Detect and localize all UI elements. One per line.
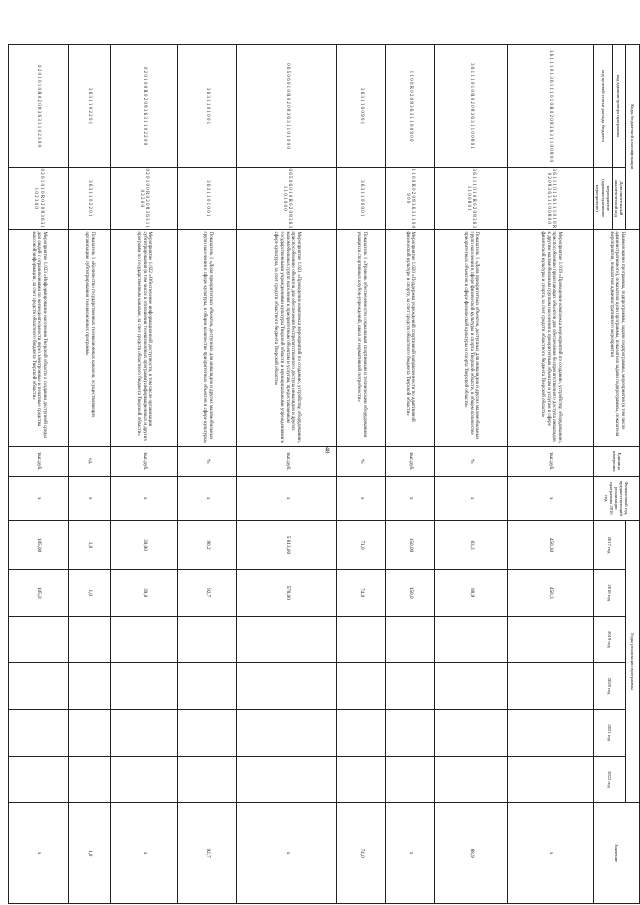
year-2019-cell	[434, 616, 507, 663]
year-2022-cell	[111, 756, 178, 803]
year-2021-cell	[111, 709, 178, 756]
table-row	[507, 45, 593, 904]
year-2017-cell: 83,3	[434, 521, 507, 570]
financial-year-cell: х	[507, 476, 593, 521]
years-header: Годы реализации программы	[626, 521, 640, 803]
financial-year-cell: х	[434, 476, 507, 521]
total-cell: х	[385, 803, 434, 904]
year-2021-cell	[434, 709, 507, 756]
year-2019-cell	[177, 616, 237, 663]
year-2017-cell: 450,30	[507, 521, 593, 570]
financial-year-cell: х	[9, 476, 69, 521]
year-2019-cell	[111, 616, 178, 663]
budget-code-cell: 3 6 1 1 1 0 1 3 6 1 1 1 0 1 0 R 0 2 0 8 3 6 3 1 1 0 0 8 0 0	[507, 45, 593, 168]
year-2018-cell: 1,0	[68, 569, 110, 616]
measure-type-header: мероприятие (административное мероприятие)	[594, 168, 612, 230]
unit-cell: ед.	[68, 446, 110, 476]
year-2018-cell: 88,9	[434, 569, 507, 616]
description-cell: Мероприятие 1.020 «Поддержка учреждений спортивной направленности по адаптивной физической культуре и спорту, за счет средств областного бюджета Тверской области»	[385, 229, 434, 446]
year-2021-cell	[237, 709, 337, 756]
unit-cell: тыс.руб.	[111, 446, 178, 476]
additional-code-cell: 0 2 0 1 0 1 0 R 0 2 0 8 3 6 3 1 1 0 2 3 0 0	[9, 168, 69, 230]
total-header: Значение	[594, 803, 640, 904]
unit-cell: %	[434, 446, 507, 476]
description-cell: Мероприятие 1.022 «Обеспечение информационной доступности, в том числе организация субтитрирования (в том числе в отношении телевизионных программ) информационных и других программ по государственным каналам, за счет средств областного бюджета Тверской области»	[111, 229, 178, 446]
financial-year-cell: х	[177, 476, 237, 521]
year-2020-cell	[9, 663, 69, 710]
year-2020-header: 2020 год	[594, 663, 626, 710]
additional-code-cell: 3 6 3 1 1 0 0 9 0 1	[337, 168, 386, 230]
budget-code-cell: 3 6 3 1 1 0 0 9 0 1	[337, 45, 386, 168]
description-cell: Показатель 1 «Уровень обеспеченности социальным спортивным и техническим оборудованием учащихся спортивных клубов-учреждений, школ от нормативной потребности»	[337, 229, 386, 446]
year-2022-cell	[507, 756, 593, 803]
table-row	[177, 45, 237, 904]
table-row	[385, 45, 434, 904]
year-2018-cell: 450,3	[507, 569, 593, 616]
description-cell: Мероприятие 1.019 «Проведение комплекса мероприятий по созданию, устройству, оборудованию, приспособлению прилегающих объектов для обеспечения беспрепятственного доступа инвалидов к другим маломобильным группам населения к приоритетным объектам и услугам в сфере физической культуры и спорта, за счет средств областного бюджета Тверской области»	[507, 229, 593, 446]
table-row	[237, 45, 337, 904]
budget-code-cell: 3 6 1 1 1 0 1 0 R 0 2 0 8 3 6 3 1 1 0 0 8 0 1	[434, 45, 507, 168]
year-2018-cell: 105,0	[9, 569, 69, 616]
year-2018-cell: 578,00	[237, 569, 337, 616]
year-2021-cell	[177, 709, 237, 756]
total-cell: х	[237, 803, 337, 904]
unit-cell: %	[177, 446, 237, 476]
year-2018-cell: 92,7	[177, 569, 237, 616]
admin-code-header: код администратора программы	[612, 45, 625, 168]
year-2021-cell	[385, 709, 434, 756]
total-cell: х	[507, 803, 593, 904]
budget-code-cell: 0 6 5 0 6 0 1 0 R 0 2 0 8 3 6 3 1 1 0 1 0 0 0	[237, 45, 337, 168]
additional-code-cell: 3 6 1 1 1 0 1 0 R 0 2 0 8 3 6 3 1 1 0 0 8 0 1	[434, 168, 507, 230]
financial-year-cell: х	[237, 476, 337, 521]
year-2017-cell: 71,0	[337, 521, 386, 570]
total-cell: 1,0	[68, 803, 110, 904]
financial-year-cell: х	[337, 476, 386, 521]
year-2019-header: 2019 год	[594, 616, 626, 663]
table-row	[68, 45, 110, 904]
additional-code-cell: 3 6 1 1 1 0 1 3 6 1 1 1 0 1 0 R 0 2 0 8 3 6 3 1 1 0 0 8 0 0	[507, 168, 593, 230]
year-2017-cell: 39,00	[111, 521, 178, 570]
additional-code-cell: 0 2 0 1 0 0 R 0 2 0 8 3 6 3 1 1 0 2 2 0 0	[111, 168, 178, 230]
year-2019-cell	[507, 616, 593, 663]
year-2017-cell: 90,2	[177, 521, 237, 570]
article-code-header: код целевой статьи расхода бюджета	[594, 45, 612, 168]
year-2018-cell: 74,0	[337, 569, 386, 616]
total-cell: 74,0	[337, 803, 386, 904]
unit-cell: тыс.руб.	[9, 446, 69, 476]
table-row	[9, 45, 69, 904]
year-2022-cell	[434, 756, 507, 803]
total-cell: 92,7	[177, 803, 237, 904]
year-2022-cell	[385, 756, 434, 803]
year-2021-cell	[9, 709, 69, 756]
year-2019-cell	[237, 616, 337, 663]
total-cell: х	[9, 803, 69, 904]
year-2022-cell	[237, 756, 337, 803]
total-cell: х	[111, 803, 178, 904]
additional-code-cell: 0 6 5 0 6 0 1 0 R 0 2 0 8 3 6 3 1 1 0 1 0 0 0	[237, 168, 337, 230]
year-2021-cell	[507, 709, 593, 756]
financial-year-cell: х	[68, 476, 110, 521]
table-row	[434, 45, 507, 904]
budget-code-cell: 3 6 3 1 1 0 1 0 0 1	[177, 45, 237, 168]
budget-code-cell: 1 1 0 0 R 0 2 0 8 3 6 3 1 1 0 0 9 0 0	[385, 45, 434, 168]
year-2017-cell: 105,00	[9, 521, 69, 570]
table-row	[337, 45, 386, 904]
program-indicator-table	[8, 44, 640, 904]
year-2018-cell: 150,0	[385, 569, 434, 616]
year-2020-cell	[507, 663, 593, 710]
budget-code-cell: 3 6 3 1 1 0 2 2 0 1	[68, 45, 110, 168]
unit-cell: тыс.руб.	[507, 446, 593, 476]
total-cell: 88,9	[434, 803, 507, 904]
additional-code-cell: 1 1 0 0 R 0 2 0 8 3 6 3 1 1 0 0 9 0 0	[385, 168, 434, 230]
year-2020-cell	[337, 663, 386, 710]
year-2017-cell: 150,00	[385, 521, 434, 570]
financial-year-cell: х	[111, 476, 178, 521]
year-2021-cell	[337, 709, 386, 756]
unit-cell: %	[337, 446, 386, 476]
year-2020-cell	[111, 663, 178, 710]
additional-code-cell: 3 6 3 1 1 0 2 2 0 1	[68, 168, 110, 230]
year-2018-header: 2018 год	[594, 569, 626, 616]
unit-cell: тыс.руб.	[385, 446, 434, 476]
year-2017-header: 2017 год	[594, 521, 626, 570]
year-2020-cell	[434, 663, 507, 710]
table-row	[111, 45, 178, 904]
year-2019-cell	[337, 616, 386, 663]
year-2020-cell	[237, 663, 337, 710]
year-2020-cell	[68, 663, 110, 710]
description-cell: Мероприятие 1.021 «Проведение комплекса мероприятий по созданию, устройству, оборудованию, приспособлению объектов для обеспечения беспрепятственного доступа инвалидов и других маломобильных групп населения к приоритетным объектам и услугам, предоставляемым государственными учреждениями культуры Тверской области и муниципальными учреждениями в сфере культуры, за счет средств областного бюджета Тверской области»	[237, 229, 337, 446]
year-2022-cell	[68, 756, 110, 803]
description-cell: Показатель 1 «Количество государственных телевизионных каналов, осуществляющих организацию субтитрирования телевизионных программ»	[68, 229, 110, 446]
description-cell: Показатель 1 «Доля приоритетных объектов, доступных для инвалидов и других маломобильных групп населения в сфере физической культуры и спорта Тверской области, в общем количестве приоритетных объектов в сфере физической культуры и спорта Тверской области»	[434, 229, 507, 446]
description-header: Наименование программы, подпрограммы, задачи подпрограммы, мероприятия (в том числе административного), показателя цели программы, показателя задачи подпрограммы, показателя мероприятия, показателя административного мероприятия	[594, 229, 640, 446]
year-2020-cell	[385, 663, 434, 710]
year-2021-header: 2021 год	[594, 709, 626, 756]
year-2019-cell	[68, 616, 110, 663]
financial-year-header: Финансовый год, предшествующий реализации программы 2016 год	[594, 476, 640, 521]
year-2017-cell: 5 813,00	[237, 521, 337, 570]
year-2022-cell	[9, 756, 69, 803]
budget-code-cell: 0 2 0 1 0 1 0 R 0 2 0 8 3 6 3 1 1 0 2 3 0 0	[9, 45, 69, 168]
budget-code-cell: 0 2 0 1 0 0 R 0 2 0 8 3 6 3 1 1 0 2 2 0 0	[111, 45, 178, 168]
year-2022-cell	[177, 756, 237, 803]
additional-code-header: Дополнительный аналитический код	[612, 168, 625, 230]
year-2018-cell: 39,0	[111, 569, 178, 616]
description-cell: Мероприятие 1.023 «Информирование населения Тверской области о создании доступной среды для людей с ограничениями по жизнедеятельности через электронные и печатные средства массовой информации, за счет средств областного бюджета Тверской области»	[9, 229, 69, 446]
year-2020-cell	[177, 663, 237, 710]
year-2019-cell	[385, 616, 434, 663]
year-2019-cell	[9, 616, 69, 663]
additional-code-cell: 3 6 3 1 1 0 1 0 0 1	[177, 168, 237, 230]
year-2021-cell	[68, 709, 110, 756]
year-2022-header: 2022 год	[594, 756, 626, 803]
year-2017-cell: 1,0	[68, 521, 110, 570]
budget-code-header: Коды бюджетной классификации	[626, 45, 640, 230]
year-2022-cell	[337, 756, 386, 803]
unit-cell: тыс.руб.	[237, 446, 337, 476]
page-number: 48	[323, 446, 331, 454]
unit-header: Единица измерения	[594, 446, 640, 476]
description-cell: Показатель 1 «Доля приоритетных объектов, доступных для инвалидов и других маломобильных групп населения в сфере культуры, в общем количестве приоритетных объектов в сфере культуры»	[177, 229, 237, 446]
financial-year-cell: х	[385, 476, 434, 521]
